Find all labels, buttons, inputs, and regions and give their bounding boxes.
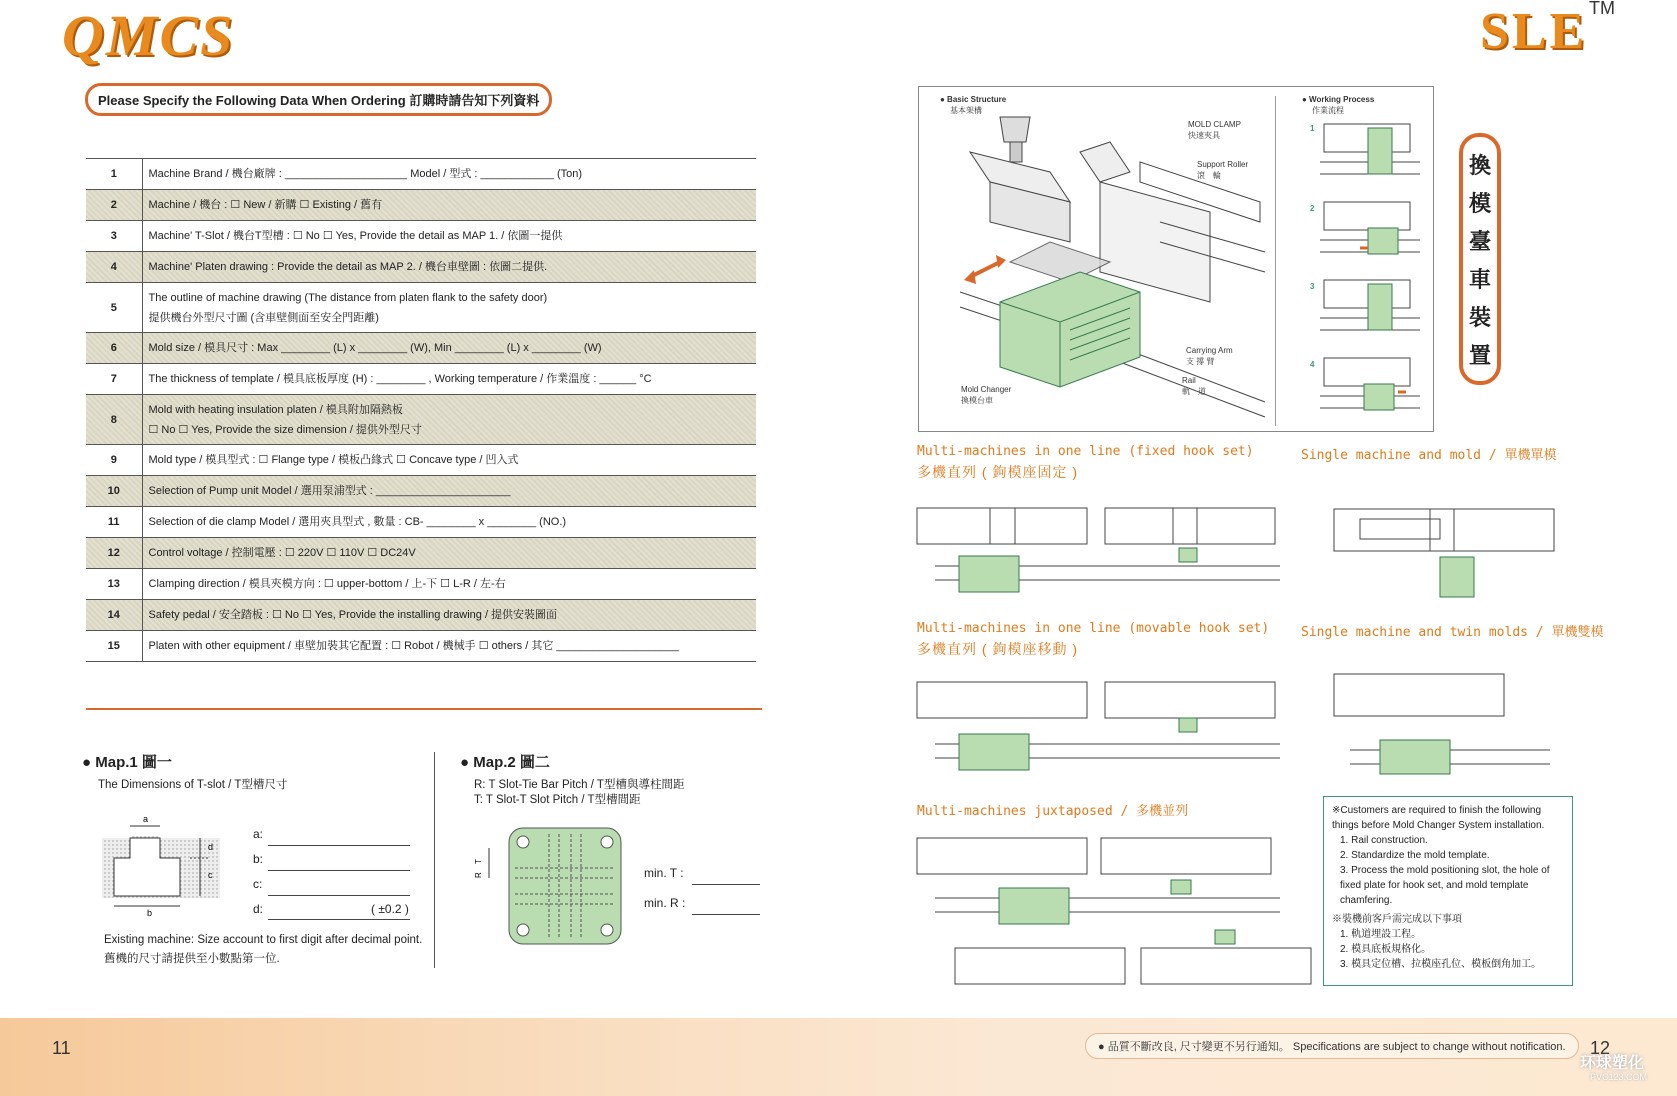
row-content: The outline of machine drawing (The distance from platen flank to the safety door) 提供機台外型尺寸圖 (含車壁側面至安全門距離) xyxy=(142,283,756,333)
table-row xyxy=(86,159,756,190)
field-d-line xyxy=(268,919,410,920)
section-juxtaposed: Multi-machines juxtaposed / 多機並列 xyxy=(917,804,1189,819)
qmcs-logo: QMCS xyxy=(62,3,235,68)
map1-subtitle: The Dimensions of T-slot / T型槽尺寸 xyxy=(98,779,288,791)
note-item: 2. 模具底板規格化。 xyxy=(1340,944,1432,955)
basic-structure-zh: 基本架構 xyxy=(950,106,982,115)
dim-label-r: R xyxy=(474,872,483,878)
row-content: Mold type / 模具型式 : ☐ Flange type / 模板凸緣式 ☐ Concave type / 凹入式 xyxy=(142,445,756,476)
section-movable-hook-en: Multi-machines in one line (movable hook set) xyxy=(917,621,1270,636)
layout-twin-molds xyxy=(1330,670,1560,780)
section-twin-molds: Single machine and twin molds / 單機雙模 xyxy=(1301,625,1604,640)
row-number: 9 xyxy=(86,445,142,476)
row-content: Control voltage / 控制電壓 : ☐ 220V ☐ 110V ☐ DC24V xyxy=(142,538,756,569)
row-content: Machine / 機台 : ☐ New / 新購 ☐ Existing / 舊有 xyxy=(142,190,756,221)
row-content: Selection of Pump unit Model / 選用泵浦型式 : ______________________ xyxy=(142,476,756,507)
row-number: 10 xyxy=(86,476,142,507)
mold-clamp-zh: 快速夾具 xyxy=(1188,131,1220,140)
row-number: 6 xyxy=(86,333,142,364)
row-number: 5 xyxy=(86,283,142,333)
row-number: 15 xyxy=(86,631,142,662)
orange-divider xyxy=(86,708,762,710)
table-row xyxy=(86,395,756,445)
step-number: 3 xyxy=(1310,282,1315,291)
note-item: 3. 模具定位槽、拉模座孔位、模板倒角加工。 xyxy=(1340,959,1542,970)
working-process-steps xyxy=(1320,122,1420,422)
row-content: Machine Brand / 機台廠牌 : ____________________ Model / 型式 : ____________ (Ton) xyxy=(142,159,756,190)
map2-line1: R: T Slot-Tie Bar Pitch / T型槽與導柱間距 xyxy=(474,779,685,791)
working-process-zh: 作業流程 xyxy=(1312,106,1344,115)
row-content: Safety pedal / 安全踏板 : ☐ No ☐ Yes, Provide the installing drawing / 提供安裝圖面 xyxy=(142,600,756,631)
row-content: The thickness of template / 模具底板厚度 (H) : ________ , Working temperature / 作業溫度 : ______ °C xyxy=(142,364,756,395)
working-process-label: ● Working Process xyxy=(1302,95,1375,104)
section-fixed-hook-en: Multi-machines in one line (fixed hook set) xyxy=(917,444,1254,459)
row-number: 11 xyxy=(86,507,142,538)
map2-title: ● Map.2 圖二 xyxy=(460,754,550,771)
field-a-line xyxy=(268,845,410,846)
layout-juxtaposed xyxy=(915,836,1315,988)
rail-zh: 軌 道 xyxy=(1182,387,1206,396)
table-row xyxy=(86,252,756,283)
vertical-char: 換 xyxy=(1468,152,1491,178)
row-content: Selection of die clamp Model / 選用夾具型式 , 數量 : CB- ________ x ________ (NO.) xyxy=(142,507,756,538)
t-slot-diagram xyxy=(100,808,230,918)
field-c-label: c: xyxy=(253,877,263,891)
row-number: 13 xyxy=(86,569,142,600)
trademark-mark: TM xyxy=(1589,0,1615,18)
section-single-mold: Single machine and mold / 單機單模 xyxy=(1301,448,1557,463)
map1-note-zh: 舊機的尺寸請提供至小數點第一位. xyxy=(104,953,280,965)
carrying-arm-label: Carrying Arm xyxy=(1186,346,1233,355)
vertical-char: 車 xyxy=(1468,266,1491,292)
diagram-divider xyxy=(1275,96,1276,426)
step-number: 4 xyxy=(1310,360,1315,369)
dim-label-c: c xyxy=(208,870,213,880)
layout-single-mold xyxy=(1330,505,1560,605)
row-content: Platen with other equipment / 車壁加裝其它配置 : ☐ Robot / 機械手 ☐ others / 其它 ____________________ xyxy=(142,631,756,662)
order-spec-table xyxy=(86,158,756,662)
machine-illustration xyxy=(960,112,1270,424)
watermark-url: PVC123.COM xyxy=(1590,1072,1648,1082)
note-intro-zh: ※裝機前客戶需完成以下事項 xyxy=(1332,914,1462,925)
vertical-char: 臺 xyxy=(1468,228,1491,254)
carrying-arm-zh: 支 撐 臂 xyxy=(1186,357,1215,366)
row-content: Mold size / 模具尺寸 : Max ________ (L) x ________ (W), Min ________ (L) x ________ (W) xyxy=(142,333,756,364)
row-number: 8 xyxy=(86,395,142,445)
map2-line2: T: T Slot-T Slot Pitch / T型槽間距 xyxy=(474,794,641,806)
min-r-label: min. R : xyxy=(644,896,686,910)
section-fixed-hook-zh: 多機直列 ( 鉤模座固定 ) xyxy=(917,464,1078,480)
dim-label-a: a xyxy=(143,814,149,824)
dim-label-t: T xyxy=(474,859,483,864)
section-movable-hook-zh: 多機直列 ( 鉤模座移動 ) xyxy=(917,641,1078,657)
basic-structure-label: ● Basic Structure xyxy=(940,95,1007,104)
row-number: 1 xyxy=(86,159,142,190)
page-number-left: 11 xyxy=(52,1038,71,1058)
note-intro-en: ※Customers are required to finish the following things before Mold Changer System installation. xyxy=(1332,805,1545,831)
row-content: Machine' Platen drawing : Provide the detail as MAP 2. / 機台車壁圖 : 依圖二提供. xyxy=(142,252,756,283)
support-roller-zh: 滾 輪 xyxy=(1197,171,1221,180)
support-roller-label: Support Roller xyxy=(1197,160,1249,169)
mold-clamp-label: MOLD CLAMP xyxy=(1188,120,1241,129)
layout-movable-hook xyxy=(915,678,1285,778)
sle-logo: SLE xyxy=(1480,3,1588,60)
table-row xyxy=(86,476,756,507)
map-divider xyxy=(434,752,435,968)
layout-fixed-hook xyxy=(915,500,1285,608)
step-number: 2 xyxy=(1310,204,1315,213)
vertical-char: 模 xyxy=(1468,190,1491,216)
platen-diagram xyxy=(475,826,635,948)
map1-title: ● Map.1 圖一 xyxy=(82,754,172,771)
table-row xyxy=(86,364,756,395)
table-row xyxy=(86,333,756,364)
rail-label: Rail xyxy=(1182,376,1196,385)
row-number: 12 xyxy=(86,538,142,569)
min-t-line xyxy=(692,884,760,885)
installation-note-box xyxy=(1323,796,1573,986)
vertical-title-pill xyxy=(1459,133,1501,385)
note-item: 3. Process the mold positioning slot, the hole of fixed plate for hook set, and mold template chamfering. xyxy=(1340,865,1550,906)
map1-note-en: Existing machine: Size account to first digit after decimal point. xyxy=(104,934,423,946)
row-number: 3 xyxy=(86,221,142,252)
table-row xyxy=(86,631,756,662)
page-number-right: 12 xyxy=(1590,1038,1611,1058)
mold-changer-label: Mold Changer xyxy=(961,385,1012,394)
spec-change-notice: ● 品質不斷改良, 尺寸變更不另行通知。 Specifications are subject to change without notification. xyxy=(1085,1033,1579,1059)
note-item: 2. Standardize the mold template. xyxy=(1340,850,1490,861)
vertical-char: 置 xyxy=(1468,342,1491,368)
row-number: 4 xyxy=(86,252,142,283)
vertical-char: 裝 xyxy=(1468,304,1491,330)
row-content: Clamping direction / 模具夾模方向 : ☐ upper-bottom / 上-下 ☐ L-R / 左-右 xyxy=(142,569,756,600)
row-content: Machine' T-Slot / 機台T型槽 : ☐ No ☐ Yes, Provide the detail as MAP 1. / 依圖一提供 xyxy=(142,221,756,252)
dim-label-d: d xyxy=(208,842,214,852)
table-row xyxy=(86,538,756,569)
table-row xyxy=(86,221,756,252)
table-row xyxy=(86,283,756,333)
row-number: 14 xyxy=(86,600,142,631)
spec-header: Please Specify the Following Data When Ordering 訂購時請告知下列資料 xyxy=(85,83,552,116)
min-t-label: min. T : xyxy=(644,866,684,880)
watermark-text: 环球塑化 xyxy=(1580,1055,1645,1072)
table-row xyxy=(86,190,756,221)
dim-label-b: b xyxy=(147,908,153,918)
table-row xyxy=(86,445,756,476)
note-item: 1. Rail construction. xyxy=(1340,835,1428,846)
field-d-label: d: xyxy=(253,902,264,916)
table-row xyxy=(86,507,756,538)
min-r-line xyxy=(692,914,760,915)
field-b-label: b: xyxy=(253,852,264,866)
field-c-line xyxy=(268,895,410,896)
table-row xyxy=(86,600,756,631)
table-row xyxy=(86,569,756,600)
tolerance-label: ( ±0.2 ) xyxy=(371,902,409,916)
mold-changer-zh: 換模台車 xyxy=(961,396,993,405)
step-number: 1 xyxy=(1310,124,1315,133)
row-content: Mold with heating insulation platen / 模具附加隔熱板 ☐ No ☐ Yes, Provide the size dimension / 提供外型尺寸 xyxy=(142,395,756,445)
row-number: 2 xyxy=(86,190,142,221)
field-b-line xyxy=(268,870,410,871)
note-item: 1. 軌道埋設工程。 xyxy=(1340,929,1422,940)
row-number: 7 xyxy=(86,364,142,395)
field-a-label: a: xyxy=(253,827,264,841)
